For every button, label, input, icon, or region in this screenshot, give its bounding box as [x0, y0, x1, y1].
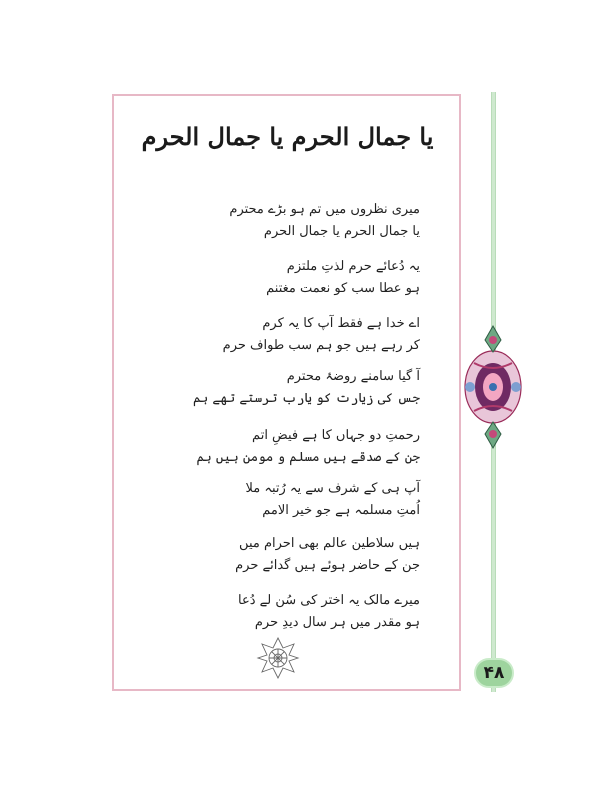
verse-line: میرے مالک یہ اختر کی سُن لے دُعا: [238, 593, 420, 608]
stanza-4: [193, 366, 420, 410]
verse-line: اے خدا ہے فقط آپ کا یہ کرم: [262, 316, 420, 331]
stanza-1: [229, 199, 420, 243]
verse-line: یہ دُعائے حرم لذتِ ملتزم: [286, 259, 420, 274]
verse-line: جن کے صدقے ہیں مسلم و مومن ہیں ہم: [196, 450, 420, 465]
page-number-badge: ۴۸: [474, 658, 514, 688]
verse-line: رحمتِ دو جہاں کا ہے فیضِ اتم: [252, 428, 420, 443]
stanza-3: [222, 313, 420, 357]
verse-line: آ گیا سامنے روضۂ محترم: [286, 369, 420, 384]
verse-line: ہو عطا سب کو نعمت مغتنم: [266, 281, 420, 296]
stanza-2: [240, 256, 420, 300]
verse-line: ہیں سلاطین عالم بھی احرام میں: [239, 536, 420, 551]
verse-line: میری نظروں میں تم ہو بڑے محترم: [229, 202, 420, 217]
rosette-icon: [256, 636, 300, 680]
stanza-5: [196, 425, 420, 469]
verse-line: یا جمال الحرم یا جمال الحرم: [263, 224, 420, 239]
stanza-7: [235, 533, 420, 577]
verse-line: جس کی زیارت کو یارب ترستے تھے ہم: [193, 391, 420, 406]
verse-line: کر رہے ہیں جو ہم سب طواف حرم: [222, 338, 420, 353]
stanza-8: [240, 590, 420, 634]
stanza-6: [240, 478, 420, 522]
verse-line: جن کے حاضر ہوئے ہیں گدائے حرم: [235, 558, 420, 573]
verse-line: اُمتِ مسلمہ ہے جو خیر الامم: [262, 503, 420, 518]
poem-title: یا جمال الحرم یا جمال الحرم: [141, 122, 434, 151]
floral-ornament-icon: [462, 318, 524, 456]
verse-line: ہو مقدر میں ہر سال دیدِ حرم: [254, 615, 420, 630]
verse-line: آپ ہی کے شرف سے یہ رُتبہ ملا: [245, 481, 420, 496]
